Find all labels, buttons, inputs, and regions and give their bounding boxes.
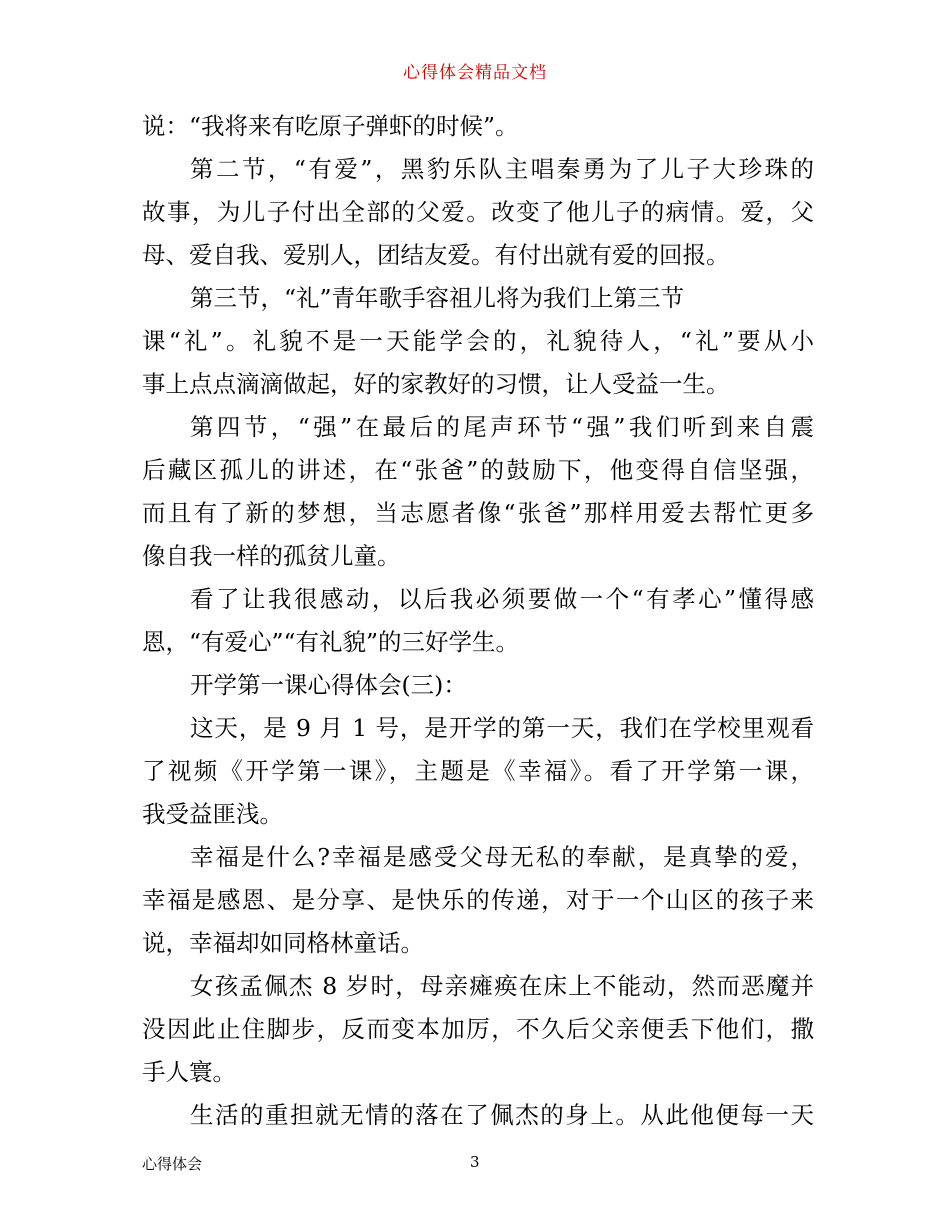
- text-line: 第二节，“有爱”，黑豹乐队主唱秦勇为了儿子大珍珠的: [190, 155, 814, 183]
- text-line: 说，幸福却如同格林童话。: [142, 929, 424, 957]
- text-line: 说：“我将来有吃原子弹虾的时候”。: [142, 112, 519, 140]
- text-line: 我受益匪浅。: [142, 800, 283, 828]
- text-line: 恩，“有爱心”“有礼貌”的三好学生。: [142, 628, 520, 656]
- text-line: 故事，为儿子付出全部的父爱。改变了他儿子的病情。爱，父: [142, 198, 814, 226]
- footer-label: 心得体会: [142, 1155, 203, 1173]
- text-line: 手人寰。: [142, 1058, 236, 1086]
- text-line: 开学第一课心得体会(三)：: [190, 671, 467, 699]
- document-body: [142, 105, 814, 1137]
- text-line: 第四节，“强”在最后的尾声环节“强”我们听到来自震: [190, 413, 814, 441]
- text-line: 后藏区孤儿的讲述，在“张爸”的鼓励下，他变得自信坚强，: [142, 456, 814, 484]
- text-line: 事上点点滴滴做起，好的家教好的习惯，让人受益一生。: [142, 370, 730, 398]
- text-line: 幸福是什么?幸福是感受父母无私的奉献，是真挚的爱，: [190, 843, 814, 871]
- text-line: 而且有了新的梦想，当志愿者像“张爸”那样用爱去帮忙更多: [142, 499, 814, 527]
- page-number: 3: [470, 1153, 480, 1171]
- text-line: 幸福是感恩、是分享、是快乐的传递，对于一个山区的孩子来: [142, 886, 814, 914]
- text-line: 第三节，“礼”青年歌手容祖儿将为我们上第三节: [190, 284, 685, 312]
- text-line: 女孩孟佩杰 8 岁时，母亲瘫痪在床上不能动，然而恶魔并: [190, 972, 814, 1000]
- page-header-title: 心得体会精品文档: [403, 63, 547, 83]
- text-line: 了视频《开学第一课》，主题是《幸福》。看了开学第一课，: [142, 757, 814, 785]
- text-line: 看了让我很感动，以后我必须要做一个“有孝心”懂得感: [190, 585, 814, 613]
- text-line: 课“礼”。礼貌不是一天能学会的，礼貌待人，“礼”要从小: [142, 327, 814, 355]
- text-line: 母、爱自我、爱别人，团结友爱。有付出就有爱的回报。: [142, 241, 730, 269]
- text-line: 像自我一样的孤贫儿童。: [142, 542, 401, 570]
- text-line: 没因此止住脚步，反而变本加厉，不久后父亲便丢下他们，撒: [142, 1015, 814, 1043]
- text-line: 这天，是 9 月 1 号，是开学的第一天，我们在学校里观看: [190, 714, 814, 742]
- text-line: 生活的重担就无情的落在了佩杰的身上。从此他便每一天: [190, 1101, 814, 1129]
